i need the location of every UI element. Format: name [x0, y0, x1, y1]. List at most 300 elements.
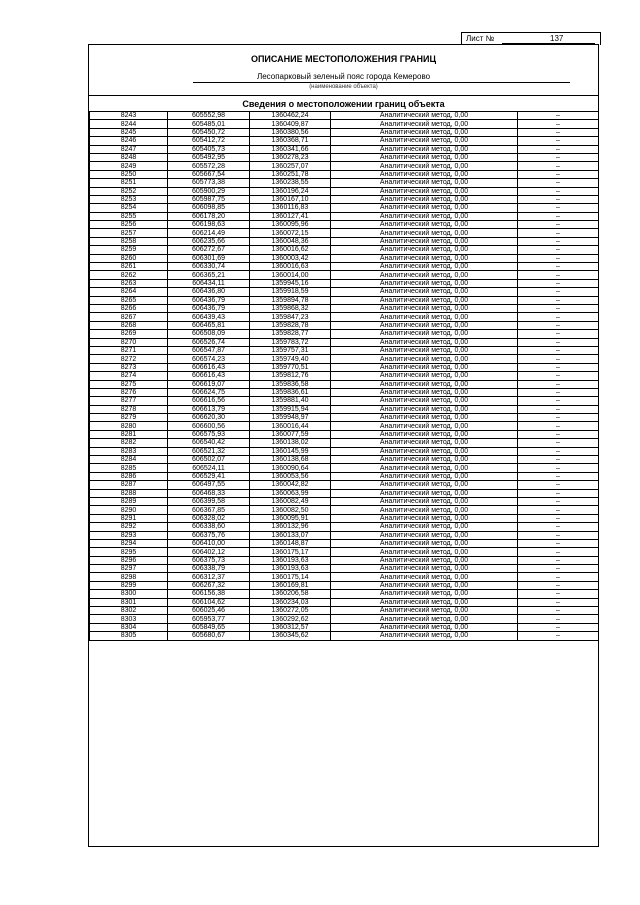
- dash-cell: –: [518, 296, 599, 304]
- x-coordinate-cell: 605405,73: [168, 145, 250, 153]
- y-coordinate-cell: 1360042,82: [250, 481, 331, 489]
- y-coordinate-cell: 1359812,76: [250, 372, 331, 380]
- table-row: [90, 128, 599, 136]
- table-row: [90, 246, 599, 254]
- method-cell: Аналитический метод, 0,00: [331, 170, 518, 178]
- method-cell: Аналитический метод, 0,00: [331, 162, 518, 170]
- table-row: [90, 514, 599, 522]
- dash-cell: –: [518, 246, 599, 254]
- dash-cell: –: [518, 607, 599, 615]
- dash-cell: –: [518, 120, 599, 128]
- point-number-cell: 8293: [90, 531, 168, 539]
- method-cell: Аналитический метод, 0,00: [331, 548, 518, 556]
- table-row: [90, 254, 599, 262]
- point-number-cell: 8277: [90, 397, 168, 405]
- point-number-cell: 8285: [90, 464, 168, 472]
- y-coordinate-cell: 1359757,31: [250, 346, 331, 354]
- y-coordinate-cell: 1360292,62: [250, 615, 331, 623]
- point-number-cell: 8249: [90, 162, 168, 170]
- point-number-cell: 8250: [90, 170, 168, 178]
- y-coordinate-cell: 1360251,78: [250, 170, 331, 178]
- dash-cell: –: [518, 313, 599, 321]
- point-number-cell: 8256: [90, 221, 168, 229]
- table-row: [90, 556, 599, 564]
- x-coordinate-cell: 606235,66: [168, 237, 250, 245]
- point-number-cell: 8246: [90, 137, 168, 145]
- method-cell: Аналитический метод, 0,00: [331, 489, 518, 497]
- method-cell: Аналитический метод, 0,00: [331, 388, 518, 396]
- x-coordinate-cell: 606025,46: [168, 607, 250, 615]
- table-row: [90, 497, 599, 505]
- y-coordinate-cell: 1360132,96: [250, 523, 331, 531]
- x-coordinate-cell: 606613,79: [168, 405, 250, 413]
- table-row: [90, 195, 599, 203]
- point-number-cell: 8290: [90, 506, 168, 514]
- point-number-cell: 8282: [90, 439, 168, 447]
- x-coordinate-cell: 606616,56: [168, 397, 250, 405]
- dash-cell: –: [518, 397, 599, 405]
- point-number-cell: 8257: [90, 229, 168, 237]
- method-cell: Аналитический метод, 0,00: [331, 598, 518, 606]
- method-cell: Аналитический метод, 0,00: [331, 623, 518, 631]
- sheet-label: Лист №: [466, 34, 495, 43]
- point-number-cell: 8289: [90, 497, 168, 505]
- y-coordinate-cell: 1359868,32: [250, 304, 331, 312]
- point-number-cell: 8283: [90, 447, 168, 455]
- table-row: [90, 523, 599, 531]
- table-row: [90, 363, 599, 371]
- table-row: [90, 204, 599, 212]
- sheet-number: 137: [550, 34, 564, 43]
- x-coordinate-cell: 606399,58: [168, 497, 250, 505]
- x-coordinate-cell: 606624,75: [168, 388, 250, 396]
- table-row: [90, 338, 599, 346]
- table-row: [90, 548, 599, 556]
- table-row: [90, 237, 599, 245]
- dash-cell: –: [518, 414, 599, 422]
- point-number-cell: 8264: [90, 288, 168, 296]
- dash-cell: –: [518, 279, 599, 287]
- method-cell: Аналитический метод, 0,00: [331, 615, 518, 623]
- point-number-cell: 8244: [90, 120, 168, 128]
- method-cell: Аналитический метод, 0,00: [331, 195, 518, 203]
- y-coordinate-cell: 1360095,91: [250, 514, 331, 522]
- table-row: [90, 598, 599, 606]
- x-coordinate-cell: 606497,55: [168, 481, 250, 489]
- method-cell: Аналитический метод, 0,00: [331, 632, 518, 640]
- x-coordinate-cell: 606156,38: [168, 590, 250, 598]
- table-row: [90, 456, 599, 464]
- x-coordinate-cell: 606198,63: [168, 221, 250, 229]
- table-row: [90, 263, 599, 271]
- method-cell: Аналитический метод, 0,00: [331, 296, 518, 304]
- table-row: [90, 170, 599, 178]
- method-cell: Аналитический метод, 0,00: [331, 539, 518, 547]
- dash-cell: –: [518, 481, 599, 489]
- table-row: [90, 539, 599, 547]
- point-number-cell: 8300: [90, 590, 168, 598]
- dash-cell: –: [518, 221, 599, 229]
- dash-cell: –: [518, 229, 599, 237]
- table-row: [90, 506, 599, 514]
- point-number-cell: 8284: [90, 456, 168, 464]
- point-number-cell: 8275: [90, 380, 168, 388]
- table-row: [90, 380, 599, 388]
- table-row: [90, 271, 599, 279]
- dash-cell: –: [518, 539, 599, 547]
- y-coordinate-cell: 1360090,64: [250, 464, 331, 472]
- x-coordinate-cell: 606312,37: [168, 573, 250, 581]
- dash-cell: –: [518, 523, 599, 531]
- method-cell: Аналитический метод, 0,00: [331, 581, 518, 589]
- method-cell: Аналитический метод, 0,00: [331, 263, 518, 271]
- y-coordinate-cell: 1360409,87: [250, 120, 331, 128]
- table-row: [90, 321, 599, 329]
- y-coordinate-cell: 1360082,49: [250, 497, 331, 505]
- point-number-cell: 8261: [90, 263, 168, 271]
- y-coordinate-cell: 1359881,40: [250, 397, 331, 405]
- dash-cell: –: [518, 380, 599, 388]
- method-cell: Аналитический метод, 0,00: [331, 514, 518, 522]
- y-coordinate-cell: 1359945,16: [250, 279, 331, 287]
- method-cell: Аналитический метод, 0,00: [331, 506, 518, 514]
- x-coordinate-cell: 605492,95: [168, 153, 250, 161]
- method-cell: Аналитический метод, 0,00: [331, 355, 518, 363]
- x-coordinate-cell: 605450,72: [168, 128, 250, 136]
- y-coordinate-cell: 1360082,50: [250, 506, 331, 514]
- y-coordinate-cell: 1360234,03: [250, 598, 331, 606]
- method-cell: Аналитический метод, 0,00: [331, 212, 518, 220]
- dash-cell: –: [518, 497, 599, 505]
- method-cell: Аналитический метод, 0,00: [331, 271, 518, 279]
- method-cell: Аналитический метод, 0,00: [331, 120, 518, 128]
- dash-cell: –: [518, 145, 599, 153]
- dash-cell: –: [518, 506, 599, 514]
- y-coordinate-cell: 1360167,10: [250, 195, 331, 203]
- y-coordinate-cell: 1360312,57: [250, 623, 331, 631]
- x-coordinate-cell: 605552,98: [168, 112, 250, 120]
- method-cell: Аналитический метод, 0,00: [331, 414, 518, 422]
- x-coordinate-cell: 606272,67: [168, 246, 250, 254]
- y-coordinate-cell: 1360169,81: [250, 581, 331, 589]
- y-coordinate-cell: 1360257,07: [250, 162, 331, 170]
- table-row: [90, 439, 599, 447]
- method-cell: Аналитический метод, 0,00: [331, 246, 518, 254]
- point-number-cell: 8269: [90, 330, 168, 338]
- point-number-cell: 8279: [90, 414, 168, 422]
- point-number-cell: 8287: [90, 481, 168, 489]
- y-coordinate-cell: 1359915,94: [250, 405, 331, 413]
- y-coordinate-cell: 1360138,02: [250, 439, 331, 447]
- x-coordinate-cell: 605900,29: [168, 187, 250, 195]
- point-number-cell: 8292: [90, 523, 168, 531]
- point-number-cell: 8271: [90, 346, 168, 354]
- y-coordinate-cell: 1360016,44: [250, 422, 331, 430]
- dash-cell: –: [518, 514, 599, 522]
- dash-cell: –: [518, 565, 599, 573]
- point-number-cell: 8272: [90, 355, 168, 363]
- point-number-cell: 8263: [90, 279, 168, 287]
- method-cell: Аналитический метод, 0,00: [331, 112, 518, 120]
- table-row: [90, 212, 599, 220]
- point-number-cell: 8245: [90, 128, 168, 136]
- dash-cell: –: [518, 531, 599, 539]
- y-coordinate-cell: 1359828,78: [250, 321, 331, 329]
- method-cell: Аналитический метод, 0,00: [331, 279, 518, 287]
- x-coordinate-cell: 606402,12: [168, 548, 250, 556]
- method-cell: Аналитический метод, 0,00: [331, 145, 518, 153]
- point-number-cell: 8259: [90, 246, 168, 254]
- method-cell: Аналитический метод, 0,00: [331, 464, 518, 472]
- dash-cell: –: [518, 464, 599, 472]
- x-coordinate-cell: 605773,38: [168, 179, 250, 187]
- dash-cell: –: [518, 112, 599, 120]
- dash-cell: –: [518, 304, 599, 312]
- method-cell: Аналитический метод, 0,00: [331, 380, 518, 388]
- dash-cell: –: [518, 573, 599, 581]
- y-coordinate-cell: 1360072,15: [250, 229, 331, 237]
- dash-cell: –: [518, 615, 599, 623]
- table-row: [90, 422, 599, 430]
- x-coordinate-cell: 606547,87: [168, 346, 250, 354]
- dash-cell: –: [518, 162, 599, 170]
- dash-cell: –: [518, 338, 599, 346]
- table-row: [90, 565, 599, 573]
- y-coordinate-cell: 1359828,77: [250, 330, 331, 338]
- x-coordinate-cell: 606436,80: [168, 288, 250, 296]
- point-number-cell: 8301: [90, 598, 168, 606]
- x-coordinate-cell: 606439,43: [168, 313, 250, 321]
- dash-cell: –: [518, 439, 599, 447]
- y-coordinate-cell: 1359948,97: [250, 414, 331, 422]
- point-number-cell: 8273: [90, 363, 168, 371]
- dash-cell: –: [518, 623, 599, 631]
- point-number-cell: 8291: [90, 514, 168, 522]
- method-cell: Аналитический метод, 0,00: [331, 607, 518, 615]
- y-coordinate-cell: 1360063,99: [250, 489, 331, 497]
- method-cell: Аналитический метод, 0,00: [331, 254, 518, 262]
- method-cell: Аналитический метод, 0,00: [331, 497, 518, 505]
- table-row: [90, 573, 599, 581]
- dash-cell: –: [518, 598, 599, 606]
- document-frame: [88, 44, 599, 847]
- x-coordinate-cell: 606338,60: [168, 523, 250, 531]
- table-row: [90, 179, 599, 187]
- y-coordinate-cell: 1360148,87: [250, 539, 331, 547]
- y-coordinate-cell: 1360341,66: [250, 145, 331, 153]
- method-cell: Аналитический метод, 0,00: [331, 372, 518, 380]
- y-coordinate-cell: 1359749,40: [250, 355, 331, 363]
- point-number-cell: 8274: [90, 372, 168, 380]
- y-coordinate-cell: 1360193,63: [250, 556, 331, 564]
- point-number-cell: 8262: [90, 271, 168, 279]
- table-row: [90, 112, 599, 120]
- x-coordinate-cell: 606301,69: [168, 254, 250, 262]
- x-coordinate-cell: 605667,54: [168, 170, 250, 178]
- method-cell: Аналитический метод, 0,00: [331, 187, 518, 195]
- dash-cell: –: [518, 330, 599, 338]
- method-cell: Аналитический метод, 0,00: [331, 573, 518, 581]
- table-row: [90, 137, 599, 145]
- y-coordinate-cell: 1359770,51: [250, 363, 331, 371]
- point-number-cell: 8286: [90, 472, 168, 480]
- method-cell: Аналитический метод, 0,00: [331, 321, 518, 329]
- dash-cell: –: [518, 271, 599, 279]
- x-coordinate-cell: 606436,79: [168, 304, 250, 312]
- table-row: [90, 153, 599, 161]
- x-coordinate-cell: 606540,42: [168, 439, 250, 447]
- point-number-cell: 8255: [90, 212, 168, 220]
- method-cell: Аналитический метод, 0,00: [331, 153, 518, 161]
- dash-cell: –: [518, 548, 599, 556]
- table-row: [90, 346, 599, 354]
- point-number-cell: 8267: [90, 313, 168, 321]
- y-coordinate-cell: 1360345,62: [250, 632, 331, 640]
- y-coordinate-cell: 1360196,24: [250, 187, 331, 195]
- point-number-cell: 8243: [90, 112, 168, 120]
- method-cell: Аналитический метод, 0,00: [331, 531, 518, 539]
- dash-cell: –: [518, 556, 599, 564]
- point-number-cell: 8280: [90, 422, 168, 430]
- method-cell: Аналитический метод, 0,00: [331, 447, 518, 455]
- dash-cell: –: [518, 372, 599, 380]
- method-cell: Аналитический метод, 0,00: [331, 221, 518, 229]
- dash-cell: –: [518, 212, 599, 220]
- dash-cell: –: [518, 153, 599, 161]
- method-cell: Аналитический метод, 0,00: [331, 128, 518, 136]
- table-row: [90, 221, 599, 229]
- x-coordinate-cell: 606098,85: [168, 204, 250, 212]
- point-number-cell: 8294: [90, 539, 168, 547]
- x-coordinate-cell: 605412,72: [168, 137, 250, 145]
- method-cell: Аналитический метод, 0,00: [331, 179, 518, 187]
- method-cell: Аналитический метод, 0,00: [331, 565, 518, 573]
- table-row: [90, 623, 599, 631]
- dash-cell: –: [518, 422, 599, 430]
- x-coordinate-cell: 606267,32: [168, 581, 250, 589]
- x-coordinate-cell: 605953,77: [168, 615, 250, 623]
- table-row: [90, 472, 599, 480]
- y-coordinate-cell: 1360003,42: [250, 254, 331, 262]
- dash-cell: –: [518, 195, 599, 203]
- dash-cell: –: [518, 632, 599, 640]
- y-coordinate-cell: 1360272,05: [250, 607, 331, 615]
- table-row: [90, 288, 599, 296]
- table-row: [90, 388, 599, 396]
- method-cell: Аналитический метод, 0,00: [331, 346, 518, 354]
- table-row: [90, 229, 599, 237]
- coordinates-table: [89, 111, 599, 641]
- table-row: [90, 632, 599, 640]
- x-coordinate-cell: 606367,85: [168, 506, 250, 514]
- x-coordinate-cell: 606365,21: [168, 271, 250, 279]
- method-cell: Аналитический метод, 0,00: [331, 338, 518, 346]
- point-number-cell: 8265: [90, 296, 168, 304]
- method-cell: Аналитический метод, 0,00: [331, 363, 518, 371]
- y-coordinate-cell: 1359783,72: [250, 338, 331, 346]
- point-number-cell: 8288: [90, 489, 168, 497]
- y-coordinate-cell: 1360048,36: [250, 237, 331, 245]
- y-coordinate-cell: 1360138,68: [250, 456, 331, 464]
- y-coordinate-cell: 1360175,17: [250, 548, 331, 556]
- y-coordinate-cell: 1359918,59: [250, 288, 331, 296]
- y-coordinate-cell: 1360175,14: [250, 573, 331, 581]
- point-number-cell: 8298: [90, 573, 168, 581]
- table-row: [90, 414, 599, 422]
- x-coordinate-cell: 606330,74: [168, 263, 250, 271]
- dash-cell: –: [518, 447, 599, 455]
- table-row: [90, 330, 599, 338]
- table-row: [90, 531, 599, 539]
- x-coordinate-cell: 606328,02: [168, 514, 250, 522]
- object-name-underline: [193, 82, 570, 83]
- y-coordinate-cell: 1360278,23: [250, 153, 331, 161]
- x-coordinate-cell: 606600,56: [168, 422, 250, 430]
- method-cell: Аналитический метод, 0,00: [331, 304, 518, 312]
- table-row: [90, 464, 599, 472]
- table-row: [90, 615, 599, 623]
- table-row: [90, 607, 599, 615]
- dash-cell: –: [518, 263, 599, 271]
- x-coordinate-cell: 606616,43: [168, 372, 250, 380]
- x-coordinate-cell: 606375,76: [168, 531, 250, 539]
- y-coordinate-cell: 1359847,23: [250, 313, 331, 321]
- y-coordinate-cell: 1360095,96: [250, 221, 331, 229]
- y-coordinate-cell: 1360053,56: [250, 472, 331, 480]
- table-row: [90, 162, 599, 170]
- dash-cell: –: [518, 288, 599, 296]
- table-row: [90, 296, 599, 304]
- dash-cell: –: [518, 170, 599, 178]
- x-coordinate-cell: 606619,07: [168, 380, 250, 388]
- x-coordinate-cell: 605987,75: [168, 195, 250, 203]
- point-number-cell: 8297: [90, 565, 168, 573]
- y-coordinate-cell: 1360193,63: [250, 565, 331, 573]
- point-number-cell: 8295: [90, 548, 168, 556]
- method-cell: Аналитический метод, 0,00: [331, 397, 518, 405]
- point-number-cell: 8304: [90, 623, 168, 631]
- y-coordinate-cell: 1360127,41: [250, 212, 331, 220]
- dash-cell: –: [518, 137, 599, 145]
- point-number-cell: 8305: [90, 632, 168, 640]
- point-number-cell: 8248: [90, 153, 168, 161]
- method-cell: Аналитический метод, 0,00: [331, 430, 518, 438]
- method-cell: Аналитический метод, 0,00: [331, 481, 518, 489]
- x-coordinate-cell: 605849,65: [168, 623, 250, 631]
- x-coordinate-cell: 606521,32: [168, 447, 250, 455]
- table-row: [90, 430, 599, 438]
- method-cell: Аналитический метод, 0,00: [331, 204, 518, 212]
- object-name: Лесопарковый зеленый пояс города Кемерово: [256, 72, 431, 81]
- y-coordinate-cell: 1360014,00: [250, 271, 331, 279]
- dash-cell: –: [518, 405, 599, 413]
- x-coordinate-cell: 605572,28: [168, 162, 250, 170]
- y-coordinate-cell: 1359836,61: [250, 388, 331, 396]
- y-coordinate-cell: 1359836,58: [250, 380, 331, 388]
- document-title: ОПИСАНИЕ МЕСТОПОЛОЖЕНИЯ ГРАНИЦ: [250, 54, 437, 64]
- y-coordinate-cell: 1360077,59: [250, 430, 331, 438]
- x-coordinate-cell: 606575,93: [168, 430, 250, 438]
- y-coordinate-cell: 1360368,71: [250, 137, 331, 145]
- dash-cell: –: [518, 472, 599, 480]
- y-coordinate-cell: 1360116,83: [250, 204, 331, 212]
- x-coordinate-cell: 606468,33: [168, 489, 250, 497]
- point-number-cell: 8254: [90, 204, 168, 212]
- point-number-cell: 8296: [90, 556, 168, 564]
- table-row: [90, 120, 599, 128]
- x-coordinate-cell: 606338,79: [168, 565, 250, 573]
- dash-cell: –: [518, 187, 599, 195]
